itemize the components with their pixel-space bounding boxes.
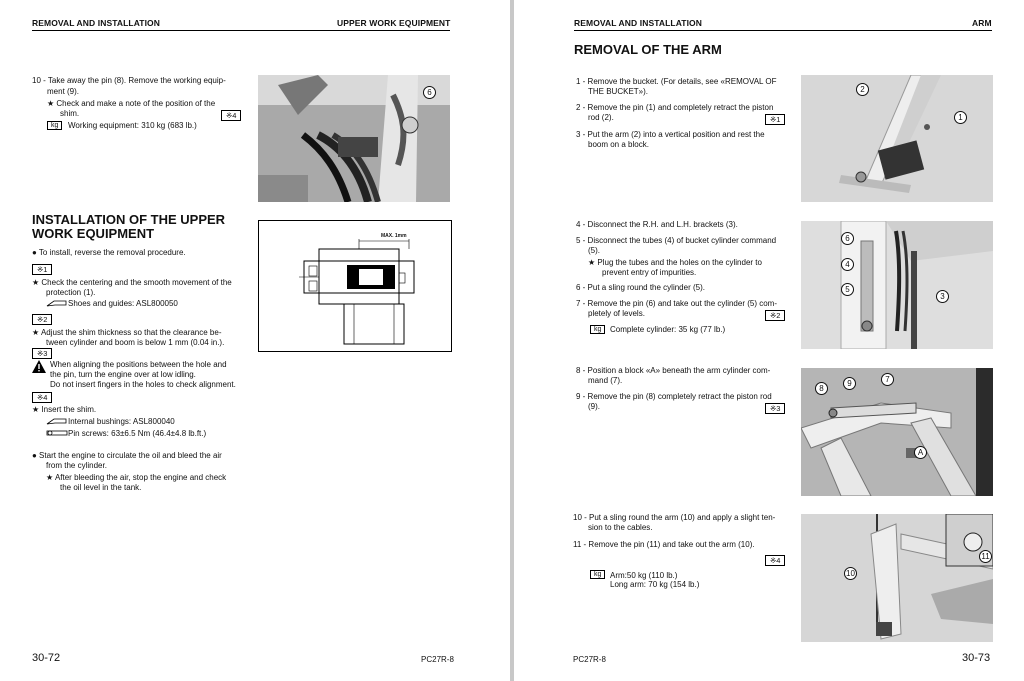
warning-icon xyxy=(32,360,46,375)
step-10-text: 10 - Take away the pin (8). Remove the working equip- xyxy=(32,76,226,85)
header-topic: ARM xyxy=(972,18,992,28)
step-11-weight-arm: Arm:50 kg (110 lb.) xyxy=(610,571,678,580)
ref-tag: ※1 xyxy=(765,114,785,125)
photo-callout: 10 xyxy=(844,567,857,580)
ref-tag: ※3 xyxy=(32,348,52,359)
weight-icon: kg xyxy=(590,570,605,579)
step-4: 4 - Disconnect the R.H. and L.H. brackets (3). xyxy=(576,220,738,229)
header-section: REMOVAL AND INSTALLATION xyxy=(574,18,703,28)
note-1-cont: protection (1). xyxy=(46,288,96,297)
step-10-note: ★ Check and make a note of the position of the xyxy=(47,99,216,108)
header-rule xyxy=(574,30,992,31)
photo-illustration xyxy=(801,368,993,496)
warning-text-cont: Do not insert fingers in the holes to check alignment. xyxy=(50,380,236,389)
step-2: 2 - Remove the pin (1) and completely retract the piston xyxy=(576,103,774,112)
warning-text: When aligning the positions between the hole and xyxy=(50,360,227,369)
photo-callout: 1 xyxy=(954,111,967,124)
photo-illustration xyxy=(258,75,450,202)
step-1-cont: THE BUCKET»). xyxy=(588,87,649,96)
page-title: REMOVAL OF THE ARM xyxy=(574,42,722,57)
step-1: 1 - Remove the bucket. (For details, see «REMOVAL OF xyxy=(576,77,777,86)
ref-tag: ※1 xyxy=(32,264,52,275)
footer-page-number: 30-72 xyxy=(32,652,61,664)
start-engine-note: ★ After bleeding the air, stop the engine and check xyxy=(46,473,227,482)
step-5-note: ★ Plug the tubes and the holes on the cylinder to xyxy=(588,258,762,267)
grease-icon xyxy=(46,417,68,427)
install-bullet: ● To install, reverse the removal procedure. xyxy=(32,248,186,257)
footer-model: PC27R-8 xyxy=(573,655,606,664)
note-1: ★ Check the centering and the smooth movement of the xyxy=(32,278,232,287)
step-7: 7 - Remove the pin (6) and take out the cylinder (5) com- xyxy=(576,299,777,308)
step-10: 10 - Put a sling round the arm (10) and apply a slight ten- xyxy=(573,513,776,522)
photo-illustration xyxy=(801,221,993,349)
start-engine-bullet-cont: from the cylinder. xyxy=(46,461,107,470)
start-engine-bullet: ● Start the engine to circulate the oil and bleed the air xyxy=(32,451,222,460)
step-8: 8 - Position a block «A» beneath the arm cylinder com- xyxy=(576,366,771,375)
step-7-weight: Complete cylinder: 35 kg (77 lb.) xyxy=(610,325,726,334)
step-10-note-cont: shim. xyxy=(60,109,80,118)
diagram-clearance-label: MAX. 1mm xyxy=(381,233,407,239)
photo-upper-equipment-pin xyxy=(258,75,450,202)
weight-icon: kg xyxy=(47,121,62,130)
step-5: 5 - Disconnect the tubes (4) of bucket cylinder command xyxy=(576,236,777,245)
note-2: ★ Adjust the shim thickness so that the clearance be- xyxy=(32,328,222,337)
header-rule xyxy=(32,30,450,31)
photo-callout: 6 xyxy=(423,86,436,99)
start-engine-note-cont: the oil level in the tank. xyxy=(60,483,142,492)
step-10-cont: sion to the cables. xyxy=(588,523,653,532)
section-title: INSTALLATION OF THE UPPER xyxy=(32,212,226,227)
ref-tag: ※2 xyxy=(765,310,785,321)
step-2-cont: rod (2). xyxy=(588,113,614,122)
photo-callout: 3 xyxy=(936,290,949,303)
ref-tag: ※4 xyxy=(32,392,52,403)
footer-page-number: 30-73 xyxy=(962,652,991,664)
photo-callout: 8 xyxy=(815,382,828,395)
shim-diagram-drawing xyxy=(259,221,451,351)
photo-callout: 11 xyxy=(979,550,992,563)
photo-arm-pin xyxy=(801,75,993,202)
step-11-weight-long-arm: Long arm: 70 kg (154 lb.) xyxy=(610,580,700,589)
header-topic: UPPER WORK EQUIPMENT xyxy=(337,18,451,28)
note-4: ★ Insert the shim. xyxy=(32,405,97,414)
warning-text-cont: the pin, turn the engine over at low idling. xyxy=(50,370,196,379)
photo-callout: 7 xyxy=(881,373,894,386)
step-9-cont: (9). xyxy=(588,402,600,411)
step-9: 9 - Remove the pin (8) completely retract the piston rod xyxy=(576,392,772,401)
photo-callout: 5 xyxy=(841,283,854,296)
step-3: 3 - Put the arm (2) into a vertical position and rest the xyxy=(576,130,765,139)
note-4-bushings: Internal bushings: ASL800040 xyxy=(68,417,175,426)
step-3-cont: boom on a block. xyxy=(588,140,649,149)
photo-arm-removal xyxy=(801,514,993,642)
note-1-grease: Shoes and guides: ASL800050 xyxy=(68,299,178,308)
ref-tag: ※2 xyxy=(32,314,52,325)
grease-icon xyxy=(46,299,68,309)
photo-callout: 2 xyxy=(856,83,869,96)
step-7-cont: pletely of levels. xyxy=(588,309,645,318)
photo-callout: A xyxy=(914,446,927,459)
shim-diagram xyxy=(258,220,452,352)
ref-tag: ※4 xyxy=(221,110,241,121)
step-10-weight: Working equipment: 310 kg (683 lb.) xyxy=(68,121,197,130)
ref-tag: ※3 xyxy=(765,403,785,414)
step-6: 6 - Put a sling round the cylinder (5). xyxy=(576,283,705,292)
step-5-cont: (5). xyxy=(588,246,600,255)
note-2-cont: tween cylinder and boom is below 1 mm (0.04 in.). xyxy=(46,338,225,347)
step-5-note-cont: prevent entry of impurities. xyxy=(602,268,697,277)
footer-model: PC27R-8 xyxy=(421,655,454,664)
step-8-cont: mand (7). xyxy=(588,376,623,385)
photo-arm-cylinder xyxy=(801,368,993,496)
photo-callout: 6 xyxy=(841,232,854,245)
photo-callout: 4 xyxy=(841,258,854,271)
step-10-text-cont: ment (9). xyxy=(47,87,80,96)
photo-illustration xyxy=(801,75,993,202)
photo-illustration xyxy=(801,514,993,642)
left-page xyxy=(0,0,510,681)
photo-bucket-cylinder xyxy=(801,221,993,349)
section-title-cont: WORK EQUIPMENT xyxy=(32,226,155,241)
weight-icon: kg xyxy=(590,325,605,334)
wrench-icon xyxy=(46,429,68,439)
header-section: REMOVAL AND INSTALLATION xyxy=(32,18,161,28)
right-page xyxy=(514,0,1024,681)
step-11: 11 - Remove the pin (11) and take out the arm (10). xyxy=(573,540,755,549)
note-4-screws: Pin screws: 63±6.5 Nm (46.4±4.8 lb.ft.) xyxy=(68,429,207,438)
ref-tag: ※4 xyxy=(765,555,785,566)
photo-callout: 9 xyxy=(843,377,856,390)
